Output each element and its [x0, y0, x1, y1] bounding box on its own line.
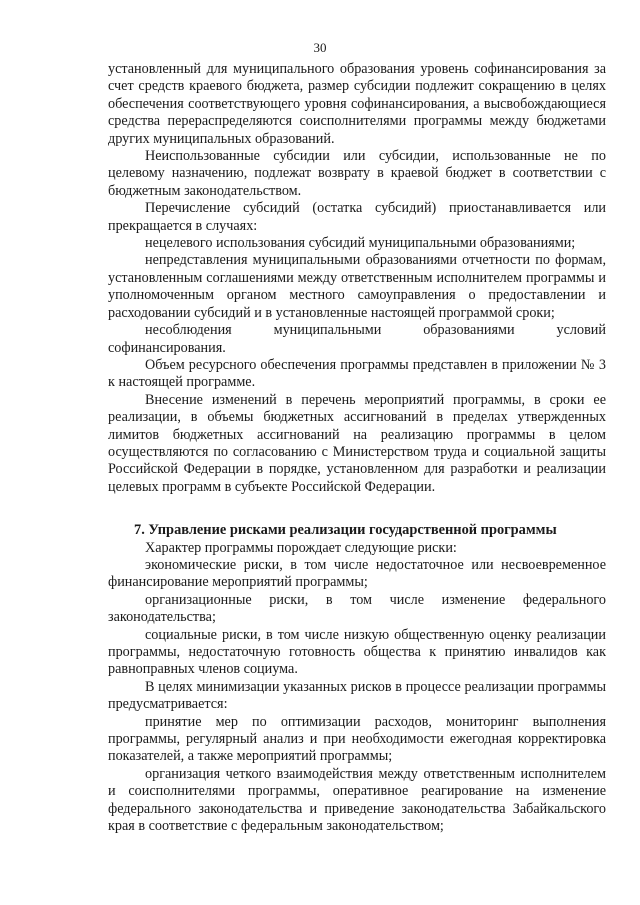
paragraph: Перечисление субсидий (остатка субсидий) приостанавливается или прекращается в случаях:: [108, 200, 606, 234]
paragraph: организационные риски, в том числе изменение федерального законодательства;: [108, 591, 606, 626]
paragraph: социальные риски, в том числе низкую общественную оценку реализации программы, недостаточную готовность общества к принятию инвалидов как равноправных членов социума.: [108, 626, 606, 678]
page-body: [108, 61, 606, 835]
paragraph: несоблюдения муниципальными образованиями условий софинансирования.: [108, 322, 606, 356]
paragraph: Неиспользованные субсидии или субсидии, использованные не по целевому назначению, подлежат возврату в краевой бюджет в соответствии с бюджетным законодательством.: [108, 148, 606, 199]
paragraph: В целях минимизации указанных рисков в процессе реализации программы предусматривается:: [108, 678, 606, 713]
paragraph: нецелевого использования субсидий муниципальными образованиями;: [145, 235, 576, 252]
paragraph: принятие мер по оптимизации расходов, мониторинг выполнения программы, регулярный анализ и при необходимости ежегодная корректировка показателей, а также мероприятий программы;: [108, 713, 606, 765]
section-heading: 7. Управление рисками реализации государственной программы: [134, 522, 557, 539]
paragraph: установленный для муниципального образования уровень софинансирования за счет средств краевого бюджета, размер субсидии подлежит сокращению в целях обеспечения соответствующего уровня софинансирования, а высвобождающиеся средства перераспределяются соисполнителями программы между бюджетами других муниципальных образований.: [108, 61, 606, 147]
paragraph: Характер программы порождает следующие риски:: [145, 539, 457, 556]
paragraph: организация четкого взаимодействия между ответственным исполнителем и соисполнителями программы, оперативное реагирование на изменение федерального законодательства и приведение законодательства Забайкальского края в соответствие с федеральным законодательством;: [108, 765, 606, 835]
paragraph: экономические риски, в том числе недостаточное или несвоевременное финансирование мероприятий программы;: [108, 556, 606, 591]
paragraph: непредставления муниципальными образованиями отчетности по формам, установленным соглашениями между ответственным исполнителем программы и уполномоченным органом местного самоуправления о предоставлении и расходовании субсидий и в установленные настоящей программой сроки;: [108, 252, 606, 321]
paragraph: Внесение изменений в перечень мероприятий программы, в сроки ее реализации, в объемы бюджетных ассигнований в пределах утвержденных лимитов бюджетных ассигнований на реализацию программы в целом осуществляются по согласованию с Министерством труда и социальной защиты Российской Федерации в порядке, установленном для разработки и реализации целевых программ в субъекте Российской Федерации.: [108, 391, 606, 495]
paragraph: Объем ресурсного обеспечения программы представлен в приложении № 3 к настоящей программе.: [108, 356, 606, 391]
page-number: 30: [313, 40, 327, 55]
